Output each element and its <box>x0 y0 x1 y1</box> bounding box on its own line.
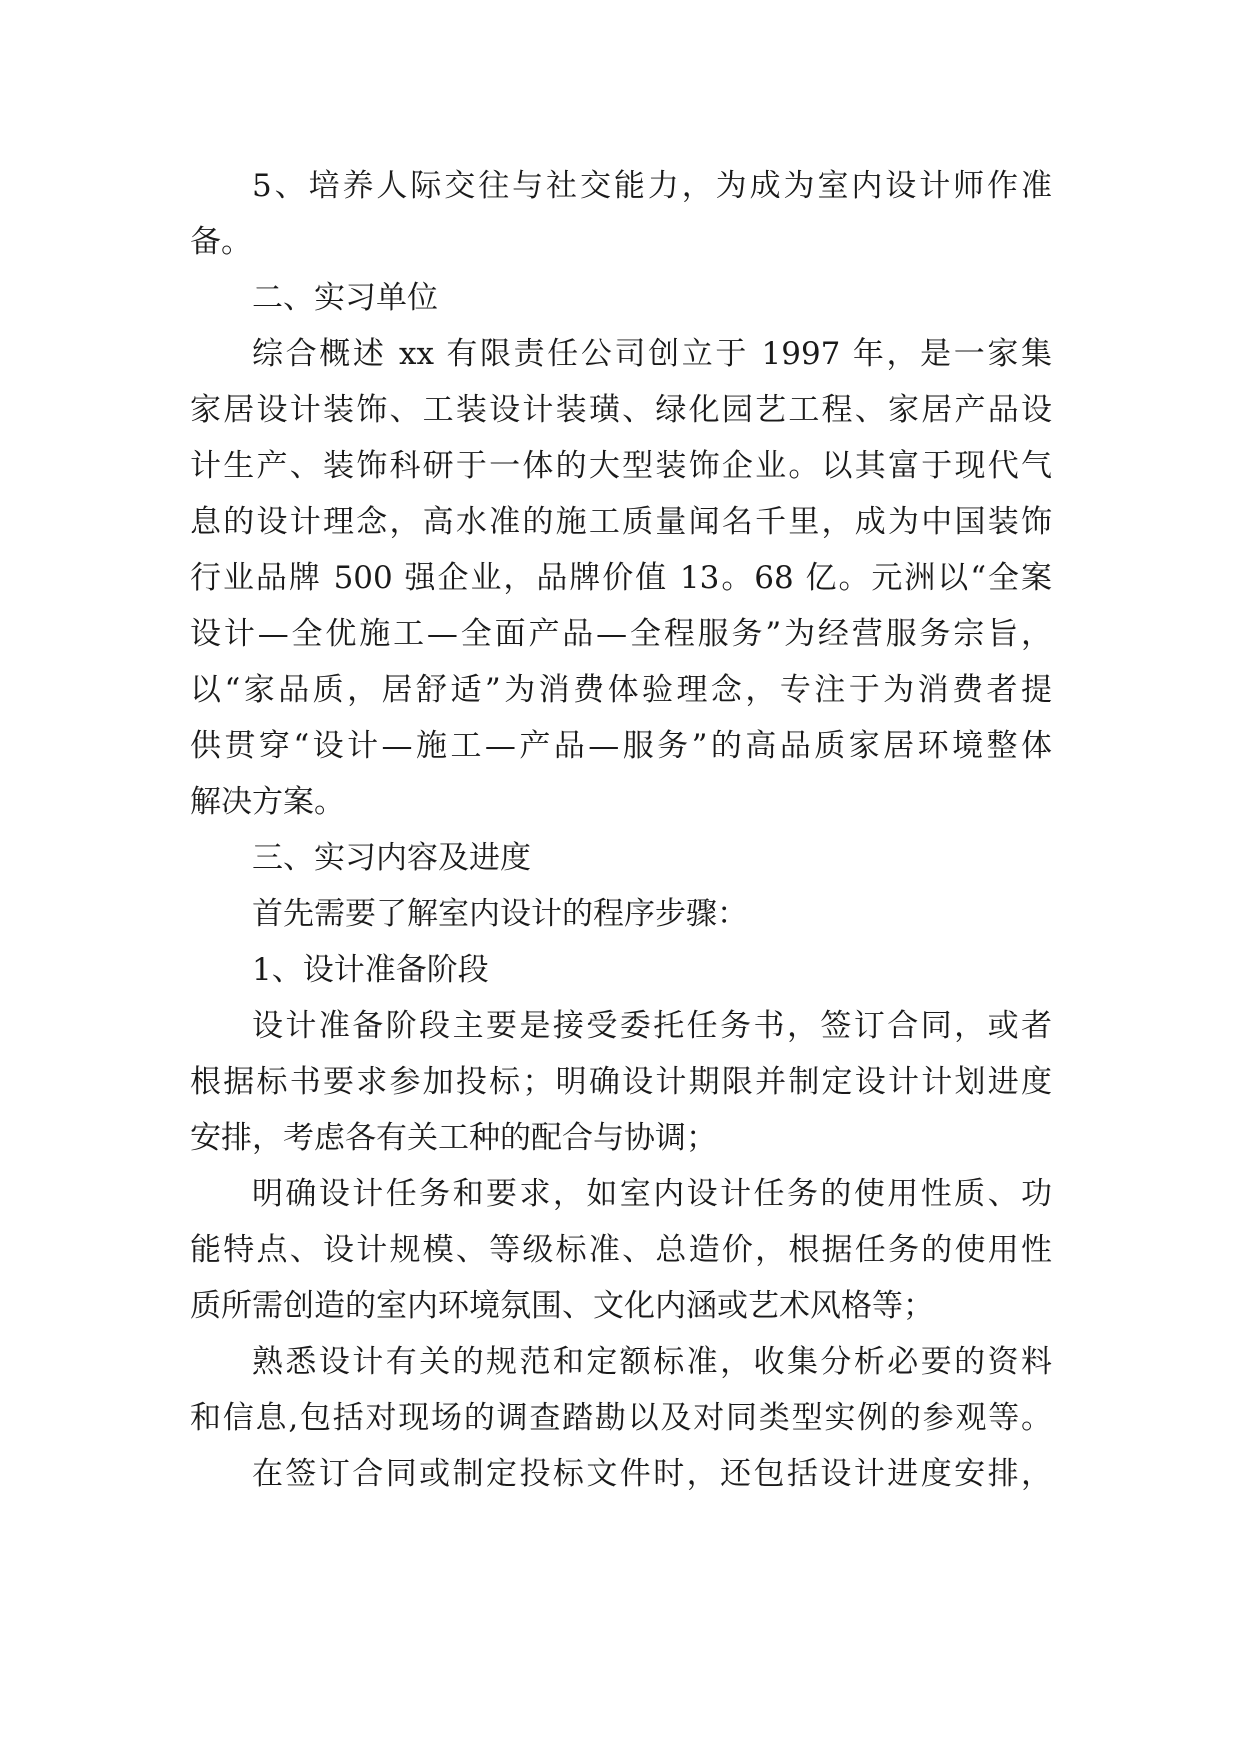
text-line: 设计准备阶段主要是接受委托任务书，签订合同，或者 <box>252 1008 1052 1044</box>
text-line: 计生产、装饰科研于一体的大型装饰企业。以其富于现代气 <box>190 448 1052 484</box>
text-line: 以“家品质，居舒适”为消费体验理念，专注于为消费者提 <box>190 672 1052 708</box>
text-line: 和信息,包括对现场的调查踏勘以及对同类型实例的参观等。 <box>190 1400 1052 1436</box>
text-line: 供贯穿“设计—施工—产品—服务”的高品质家居环境整体 <box>190 728 1052 764</box>
text-line: 设计—全优施工—全面产品—全程服务”为经营服务宗旨， <box>190 616 1052 652</box>
text-line: 行业品牌 500 强企业，品牌价值 13。68 亿。元洲以“全案 <box>190 560 1052 596</box>
text-line: 备。 <box>190 224 252 260</box>
text-line: 首先需要了解室内设计的程序步骤： <box>252 896 748 932</box>
text-line: 息的设计理念，高水准的施工质量闻名千里，成为中国装饰 <box>190 504 1052 540</box>
text-line: 明确设计任务和要求，如室内设计任务的使用性质、功 <box>252 1176 1052 1212</box>
text-line: 质所需创造的室内环境氛围、文化内涵或艺术风格等； <box>190 1288 934 1324</box>
text-line: 综合概述 xx 有限责任公司创立于 1997 年，是一家集 <box>252 336 1052 372</box>
text-line: 能特点、设计规模、等级标准、总造价，根据任务的使用性 <box>190 1232 1052 1268</box>
text-line: 根据标书要求参加投标；明确设计期限并制定设计计划进度 <box>190 1064 1052 1100</box>
subsection-heading: 1、设计准备阶段 <box>252 952 489 988</box>
section-heading: 三、实习内容及进度 <box>252 840 531 876</box>
text-line: 解决方案。 <box>190 784 345 820</box>
text-line: 熟悉设计有关的规范和定额标准，收集分析必要的资料 <box>252 1344 1052 1380</box>
text-line: 5、培养人际交往与社交能力，为成为室内设计师作准 <box>252 168 1052 204</box>
text-line: 家居设计装饰、工装设计装璜、绿化园艺工程、家居产品设 <box>190 392 1052 428</box>
text-line: 安排，考虑各有关工种的配合与协调； <box>190 1120 717 1156</box>
text-line: 在签订合同或制定投标文件时，还包括设计进度安排， <box>252 1456 1052 1492</box>
section-heading: 二、实习单位 <box>252 280 438 316</box>
